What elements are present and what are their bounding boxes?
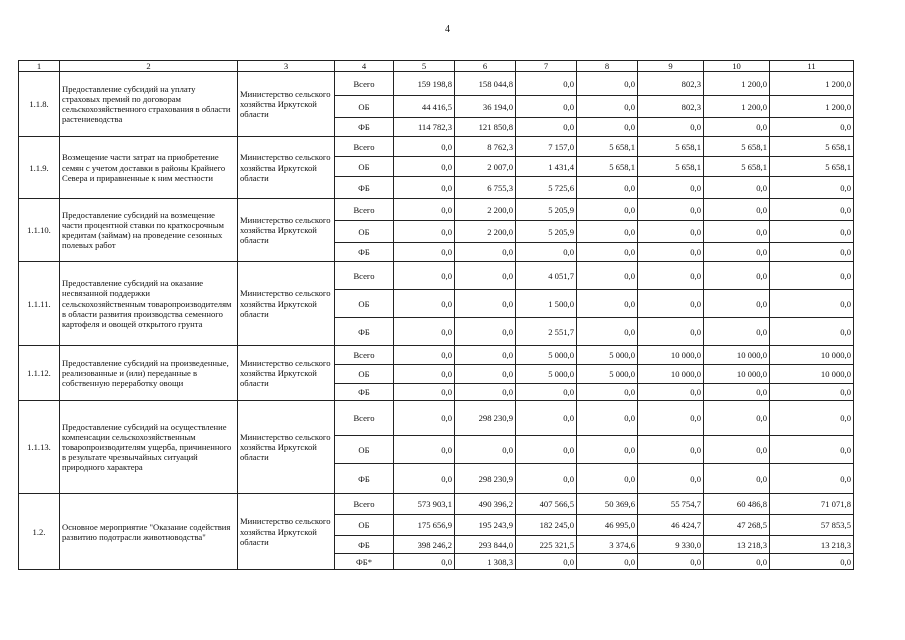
amount-cell: 0,0 [704,221,770,243]
amount-cell: 4 051,7 [516,262,577,290]
amount-cell: 0,0 [455,243,516,262]
amount-cell: 0,0 [638,290,704,318]
amount-cell: 3 374,6 [577,536,638,554]
amount-cell: 0,0 [770,401,854,436]
amount-cell: 0,0 [455,262,516,290]
amount-cell: 10 000,0 [638,365,704,384]
amount-cell: 5 658,1 [577,157,638,177]
amount-cell: 0,0 [394,346,455,365]
page-number: 4 [445,24,450,35]
amount-cell: 0,0 [638,177,704,199]
amount-cell: 71 071,8 [770,494,854,515]
amount-cell: 5 000,0 [577,365,638,384]
amount-cell: 0,0 [394,243,455,262]
amount-cell: 0,0 [394,436,455,464]
amount-cell: 1 308,3 [455,554,516,570]
column-number-cell: 9 [638,61,704,72]
amount-cell: 293 844,0 [455,536,516,554]
amount-cell: 0,0 [638,221,704,243]
amount-cell: 0,0 [577,199,638,221]
amount-cell: 10 000,0 [770,346,854,365]
amount-cell: 5 000,0 [577,346,638,365]
amount-cell: 0,0 [638,199,704,221]
amount-cell: 0,0 [394,199,455,221]
amount-cell: 36 194,0 [455,96,516,118]
funding-source: Всего [335,137,394,157]
amount-cell: 0,0 [704,318,770,346]
item-name: Предоставление субсидий на возмещение части процентной ставки по краткосрочным кредитам (займам) на проведение сезонных полевых работ [60,199,238,262]
amount-cell: 195 243,9 [455,515,516,536]
amount-cell: 0,0 [516,384,577,401]
item-code: 1.1.11. [19,262,60,346]
amount-cell: 13 218,3 [770,536,854,554]
amount-cell: 0,0 [394,262,455,290]
responsible-ministry: Министерство сельского хозяйства Иркутской области [238,137,335,199]
amount-cell: 0,0 [638,384,704,401]
funding-source: ФБ [335,118,394,137]
funding-source: Всего [335,346,394,365]
amount-cell: 0,0 [704,384,770,401]
amount-cell: 0,0 [577,221,638,243]
column-number-cell: 6 [455,61,516,72]
amount-cell: 0,0 [577,96,638,118]
table-row [19,262,854,290]
amount-cell: 0,0 [704,290,770,318]
amount-cell: 0,0 [638,554,704,570]
funding-source: ФБ [335,384,394,401]
amount-cell: 57 853,5 [770,515,854,536]
amount-cell: 0,0 [394,137,455,157]
responsible-ministry: Министерство сельского хозяйства Иркутской области [238,72,335,137]
amount-cell: 490 396,2 [455,494,516,515]
amount-cell: 298 230,9 [455,401,516,436]
column-number-cell: 10 [704,61,770,72]
amount-cell: 60 486,8 [704,494,770,515]
item-code: 1.1.13. [19,401,60,494]
amount-cell: 0,0 [770,554,854,570]
amount-cell: 0,0 [394,554,455,570]
amount-cell: 0,0 [394,221,455,243]
amount-cell: 13 218,3 [704,536,770,554]
amount-cell: 50 369,6 [577,494,638,515]
amount-cell: 0,0 [638,436,704,464]
amount-cell: 182 245,0 [516,515,577,536]
amount-cell: 5 205,9 [516,199,577,221]
responsible-ministry: Министерство сельского хозяйства Иркутской области [238,199,335,262]
amount-cell: 0,0 [770,221,854,243]
amount-cell: 46 995,0 [577,515,638,536]
table-row [19,346,854,365]
funding-source: Всего [335,494,394,515]
amount-cell: 0,0 [516,401,577,436]
amount-cell: 1 431,4 [516,157,577,177]
funding-source: ОБ [335,157,394,177]
column-number-cell: 4 [335,61,394,72]
amount-cell: 802,3 [638,72,704,96]
funding-source: ФБ [335,464,394,494]
amount-cell: 0,0 [394,384,455,401]
amount-cell: 0,0 [394,365,455,384]
amount-cell: 7 157,0 [516,137,577,157]
amount-cell: 0,0 [704,177,770,199]
amount-cell: 159 198,8 [394,72,455,96]
budget-table [18,60,854,570]
responsible-ministry: Министерство сельского хозяйства Иркутской области [238,346,335,401]
column-number-cell: 1 [19,61,60,72]
item-name: Основное мероприятие "Оказание содействия развитию подотрасли животноводства" [60,494,238,570]
amount-cell: 175 656,9 [394,515,455,536]
table-row [19,401,854,436]
amount-cell: 0,0 [455,365,516,384]
amount-cell: 0,0 [704,262,770,290]
amount-cell: 0,0 [394,401,455,436]
amount-cell: 802,3 [638,96,704,118]
amount-cell: 5 658,1 [577,137,638,157]
column-number-cell: 3 [238,61,335,72]
amount-cell: 5 000,0 [516,365,577,384]
amount-cell: 2 551,7 [516,318,577,346]
amount-cell: 225 321,5 [516,536,577,554]
amount-cell: 298 230,9 [455,464,516,494]
amount-cell: 0,0 [638,318,704,346]
amount-cell: 0,0 [638,262,704,290]
amount-cell: 10 000,0 [704,365,770,384]
amount-cell: 5 000,0 [516,346,577,365]
funding-source: ОБ [335,290,394,318]
amount-cell: 5 658,1 [638,157,704,177]
amount-cell: 0,0 [770,464,854,494]
table-row [19,494,854,515]
item-name: Предоставление субсидий на оказание несвязанной поддержки сельскохозяйственным товаропроизводителям в области развития производства семенного картофеля и овощей открытого грунта [60,262,238,346]
amount-cell: 573 903,1 [394,494,455,515]
funding-source: Всего [335,262,394,290]
amount-cell: 158 044,8 [455,72,516,96]
amount-cell: 0,0 [770,243,854,262]
amount-cell: 0,0 [638,464,704,494]
amount-cell: 5 658,1 [704,137,770,157]
amount-cell: 44 416,5 [394,96,455,118]
table-row [19,199,854,221]
funding-source: Всего [335,401,394,436]
funding-source: Всего [335,199,394,221]
amount-cell: 0,0 [577,243,638,262]
amount-cell: 0,0 [638,401,704,436]
amount-cell: 2 007,0 [455,157,516,177]
column-number-cell: 11 [770,61,854,72]
amount-cell: 398 246,2 [394,536,455,554]
amount-cell: 2 200,0 [455,199,516,221]
amount-cell: 0,0 [704,199,770,221]
amount-cell: 0,0 [577,554,638,570]
funding-source: ФБ [335,177,394,199]
amount-cell: 0,0 [577,290,638,318]
amount-cell: 0,0 [394,290,455,318]
amount-cell: 407 566,5 [516,494,577,515]
amount-cell: 0,0 [516,96,577,118]
responsible-ministry: Министерство сельского хозяйства Иркутской области [238,262,335,346]
amount-cell: 5 725,6 [516,177,577,199]
column-number-header-row [19,61,854,72]
amount-cell: 0,0 [577,262,638,290]
amount-cell: 5 658,1 [638,137,704,157]
amount-cell: 1 200,0 [704,72,770,96]
amount-cell: 0,0 [638,118,704,137]
column-number-cell: 7 [516,61,577,72]
item-name: Возмещение части затрат на приобретение семян с учетом доставки в районы Крайнего Севера и приравненные к ним местности [60,137,238,199]
amount-cell: 0,0 [704,118,770,137]
amount-cell: 0,0 [577,464,638,494]
amount-cell: 46 424,7 [638,515,704,536]
amount-cell: 5 205,9 [516,221,577,243]
responsible-ministry: Министерство сельского хозяйства Иркутской области [238,401,335,494]
amount-cell: 0,0 [455,346,516,365]
amount-cell: 0,0 [638,243,704,262]
amount-cell: 0,0 [516,554,577,570]
funding-source: Всего [335,72,394,96]
amount-cell: 0,0 [770,290,854,318]
amount-cell: 1 200,0 [770,96,854,118]
item-code: 1.1.9. [19,137,60,199]
funding-source: ОБ [335,96,394,118]
amount-cell: 0,0 [455,436,516,464]
amount-cell: 121 850,8 [455,118,516,137]
amount-cell: 0,0 [704,243,770,262]
amount-cell: 0,0 [577,401,638,436]
funding-source: ФБ [335,243,394,262]
amount-cell: 0,0 [770,262,854,290]
amount-cell: 0,0 [455,384,516,401]
amount-cell: 0,0 [704,464,770,494]
amount-cell: 0,0 [577,436,638,464]
table-row [19,72,854,96]
amount-cell: 5 658,1 [770,157,854,177]
amount-cell: 10 000,0 [638,346,704,365]
amount-cell: 0,0 [770,384,854,401]
amount-cell: 0,0 [394,157,455,177]
amount-cell: 0,0 [455,290,516,318]
amount-cell: 0,0 [770,318,854,346]
amount-cell: 0,0 [516,464,577,494]
responsible-ministry: Министерство сельского хозяйства Иркутской области [238,494,335,570]
amount-cell: 10 000,0 [770,365,854,384]
column-number-cell: 5 [394,61,455,72]
amount-cell: 2 200,0 [455,221,516,243]
amount-cell: 55 754,7 [638,494,704,515]
item-code: 1.1.8. [19,72,60,137]
funding-source: ОБ [335,365,394,384]
funding-source: ФБ [335,318,394,346]
amount-cell: 0,0 [577,318,638,346]
amount-cell: 9 330,0 [638,536,704,554]
amount-cell: 47 268,5 [704,515,770,536]
column-number-cell: 2 [60,61,238,72]
column-number-cell: 8 [577,61,638,72]
amount-cell: 1 500,0 [516,290,577,318]
item-name: Предоставление субсидий на уплату страховых премий по договорам сельскохозяйственного страхования в области растениеводства [60,72,238,137]
item-code: 1.1.12. [19,346,60,401]
item-code: 1.1.10. [19,199,60,262]
amount-cell: 0,0 [577,118,638,137]
amount-cell: 0,0 [770,177,854,199]
amount-cell: 0,0 [516,72,577,96]
amount-cell: 1 200,0 [704,96,770,118]
amount-cell: 0,0 [770,118,854,137]
amount-cell: 5 658,1 [770,137,854,157]
amount-cell: 1 200,0 [770,72,854,96]
amount-cell: 0,0 [516,243,577,262]
amount-cell: 0,0 [516,436,577,464]
item-name: Предоставление субсидий на произведенные, реализованные и (или) переданные в собственную переработку овощи [60,346,238,401]
amount-cell: 0,0 [394,464,455,494]
funding-source: ОБ [335,436,394,464]
amount-cell: 0,0 [704,436,770,464]
amount-cell: 8 762,3 [455,137,516,157]
amount-cell: 114 782,3 [394,118,455,137]
funding-source: ФБ [335,536,394,554]
amount-cell: 0,0 [394,177,455,199]
amount-cell: 0,0 [770,436,854,464]
amount-cell: 0,0 [704,554,770,570]
amount-cell: 0,0 [455,318,516,346]
funding-source: ФБ* [335,554,394,570]
amount-cell: 0,0 [577,72,638,96]
amount-cell: 10 000,0 [704,346,770,365]
amount-cell: 5 658,1 [704,157,770,177]
amount-cell: 0,0 [577,384,638,401]
funding-source: ОБ [335,221,394,243]
item-code: 1.2. [19,494,60,570]
amount-cell: 6 755,3 [455,177,516,199]
amount-cell: 0,0 [704,401,770,436]
amount-cell: 0,0 [394,318,455,346]
item-name: Предоставление субсидий на осуществление компенсации сельскохозяйственным товаропроизводителям ущерба, причиненного в результате чрезвычайных ситуаций природного характера [60,401,238,494]
table-row [19,137,854,157]
amount-cell: 0,0 [577,177,638,199]
amount-cell: 0,0 [516,118,577,137]
funding-source: ОБ [335,515,394,536]
amount-cell: 0,0 [770,199,854,221]
